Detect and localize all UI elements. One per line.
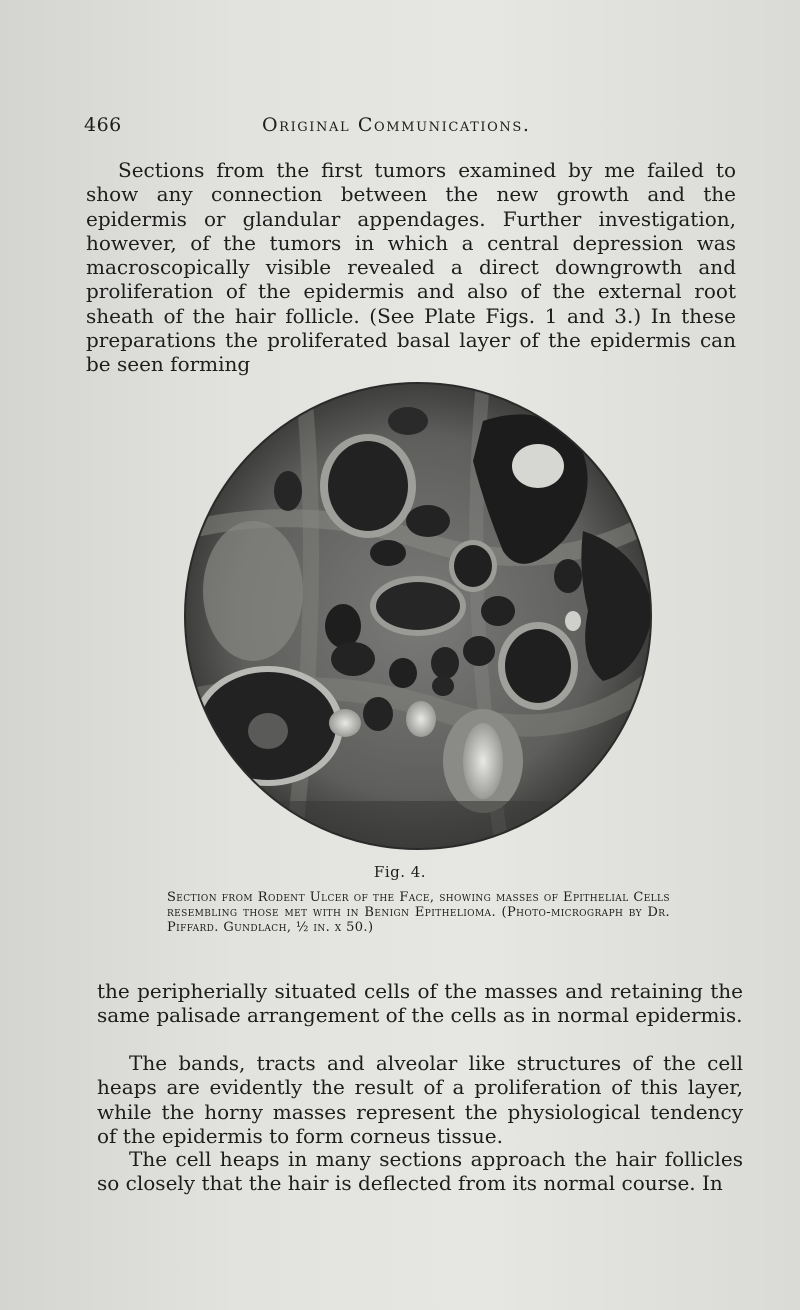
body-paragraph-2: The bands, tracts and alveolar like structures of the cell heaps are evidently the result of a proliferation of this layer, while the horny masses represent the physiological tendency of the epidermis to form corneus tissue. xyxy=(97,1051,743,1148)
photomicrograph-figure xyxy=(183,381,653,851)
figure-label: Fig. 4. xyxy=(373,863,427,881)
page-number: 466 xyxy=(84,114,122,136)
body-paragraph-3: The cell heaps in many sections approach the hair follicles so closely that the hair is deflected from its normal course. In xyxy=(97,1147,743,1196)
body-paragraph-continued: the peripherially situated cells of the masses and retaining the same palisade arrangement of the cells as in normal epidermis. xyxy=(97,979,743,1028)
body-paragraph-1: Sections from the first tumors examined by me failed to show any connection between the new growth and the epidermis or glandular appendages. Further investigation, however, of the tumors in which a central depression was macroscopically visible revealed a direct downgrowth and proliferation of the epidermis and also of the external root sheath of the hair follicle. (See Plate Figs. 1 and 3.) In these preparations the proliferated basal layer of the epidermis can be seen forming xyxy=(86,158,736,377)
figure-caption: Section from Rodent Ulcer of the Face, showing masses of Epithelial Cells resembling those met with in Benign Epithelioma. (Photo-micrograph by Dr. Piffard. Gundlach, ½ in. x 50.) xyxy=(167,890,670,936)
running-title: Original Communications. xyxy=(262,114,531,136)
photomicrograph-image xyxy=(183,381,653,851)
